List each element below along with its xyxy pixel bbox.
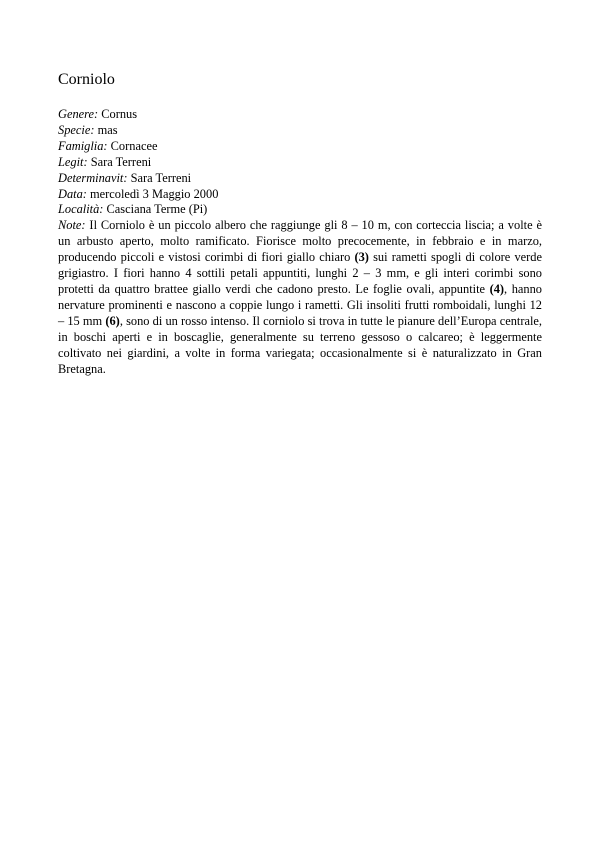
field-label: Famiglia:	[58, 138, 108, 153]
note-label: Note:	[58, 218, 86, 233]
field-value: Cornus	[101, 107, 138, 121]
field-legit	[58, 155, 542, 171]
note-text: , sono di un rosso intenso. Il corniolo si trova in tutte le pianure dell’Europa centrale, in boschi aperti e in boscaglie, generalmente su terreno gessoso o calcareo; è leggermente coltivato nei giardini, a volte in forma variegata; occasionalmente si è naturalizzato in Gran Bretagna.	[58, 313, 542, 376]
field-value: Sara Terreni	[90, 154, 152, 169]
field-label: Determinavit:	[58, 170, 128, 185]
figure-ref: (6)	[105, 313, 120, 328]
field-value: mas	[97, 122, 118, 137]
figure-ref: (4)	[489, 281, 505, 296]
field-genere	[58, 107, 542, 123]
field-value: Casciana Terme (Pi)	[106, 202, 208, 217]
field-specie	[58, 123, 542, 139]
field-determinavit	[58, 171, 542, 187]
field-label: Data:	[58, 186, 87, 201]
field-value: Cornacee	[110, 138, 158, 153]
field-label: Località:	[58, 202, 104, 217]
note-text: sui rametti spogli di colore verde grigiastro. I fiori hanno 4 sottili petali appuntiti, lunghi 2 – 3 mm, e gli interi corimbi sono protetti da quattro brattee giallo verdi che cadono presto. Le foglie ovali, appuntite	[58, 250, 542, 296]
specimen-fields	[58, 107, 542, 377]
field-famiglia	[58, 139, 542, 155]
field-value: mercoledì 3 Maggio 2000	[90, 186, 219, 201]
field-label: Genere:	[58, 107, 99, 121]
field-localita	[58, 202, 542, 218]
page-title: Corniolo	[58, 71, 115, 88]
note-text: , hanno nervature prominenti e nascono a coppie lungo i rametti. Gli insoliti frutti romboidali, lunghi 12 – 15 mm	[58, 281, 542, 328]
document-page	[58, 71, 542, 377]
field-value: Sara Terreni	[130, 170, 192, 185]
note-text: Il Corniolo è un piccolo albero che raggiunge gli 8 – 10 m, con corteccia liscia; a volte è un arbusto aperto, molto ramificato. Fiorisce molto precocemente, in febbraio e in marzo, producendo piccoli e vistosi corimbi di fiori giallo chiaro	[58, 218, 542, 265]
field-label: Specie:	[58, 122, 95, 137]
field-data	[58, 187, 542, 203]
field-label: Legit:	[58, 154, 88, 169]
figure-ref: (3)	[354, 250, 369, 265]
note-paragraph	[58, 218, 542, 377]
